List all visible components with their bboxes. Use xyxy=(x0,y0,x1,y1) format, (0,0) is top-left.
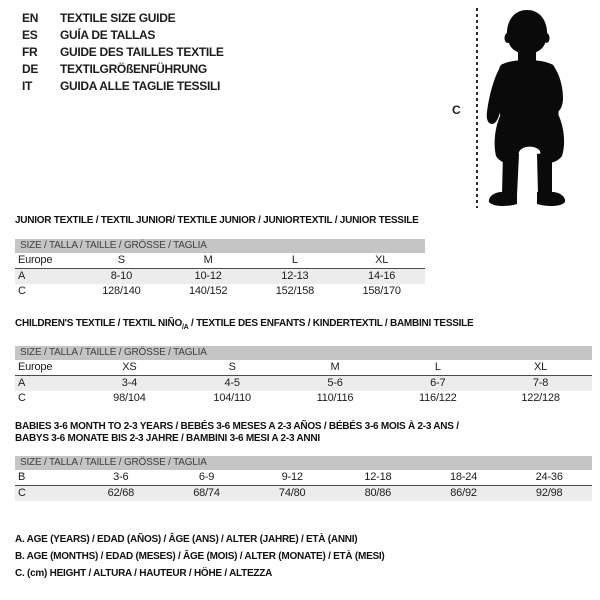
language-label: TEXTILGRÖßENFÜHRUNG xyxy=(60,62,207,76)
height-cell: 62/68 xyxy=(107,487,135,499)
title-text: CHILDREN'S TEXTILE / TEXTIL NIÑO xyxy=(15,318,182,329)
size-cell: M xyxy=(330,361,340,373)
age-cell: 7-8 xyxy=(532,377,549,389)
title-subscript: /A xyxy=(181,324,189,331)
legend-notes xyxy=(15,531,385,582)
row-label: C xyxy=(18,285,26,297)
height-cell: 98/104 xyxy=(113,392,146,404)
height-measure-line xyxy=(476,8,478,208)
age-cell: 8-10 xyxy=(110,270,132,282)
language-code: ES xyxy=(22,28,38,42)
age-cell: 4-5 xyxy=(224,377,240,389)
junior-table-title: JUNIOR TEXTILE / TEXTIL JUNIOR/ TEXTILE JUNIOR / JUNIORTEXTIL / JUNIOR TESSILE xyxy=(15,215,419,226)
size-cell: XL xyxy=(534,361,548,373)
babies-table-section xyxy=(15,421,592,501)
language-row-fr xyxy=(22,44,224,61)
age-cell: 6-9 xyxy=(198,471,215,483)
height-cell: 86/92 xyxy=(450,487,477,499)
row-label: A xyxy=(18,377,26,389)
size-cell: S xyxy=(228,361,236,373)
language-code: DE xyxy=(22,62,39,76)
children-table-title xyxy=(15,318,592,334)
size-header-bar: SIZE / TALLA / TAILLE / GRÖSSE / TAGLIA xyxy=(15,239,425,253)
height-cell: 74/80 xyxy=(278,487,306,499)
height-cell: 128/140 xyxy=(102,285,141,297)
table-row-height xyxy=(15,284,425,299)
age-cell: 3-6 xyxy=(113,471,129,483)
language-label: GUÍA DE TALLAS xyxy=(60,28,156,42)
height-cell: 104/110 xyxy=(213,392,251,404)
language-label: TEXTILE SIZE GUIDE xyxy=(60,11,176,25)
language-code: EN xyxy=(22,11,39,25)
size-cell: L xyxy=(291,254,298,266)
children-table-section xyxy=(15,318,592,406)
age-cell: 14-16 xyxy=(368,270,396,282)
size-cell: XS xyxy=(122,361,137,373)
size-cell: XL xyxy=(375,254,389,266)
age-cell: 24-36 xyxy=(535,471,563,483)
age-cell: 18-24 xyxy=(449,471,478,483)
height-cell: 152/158 xyxy=(275,285,315,297)
size-cell: M xyxy=(203,254,213,266)
row-label: Europe xyxy=(18,361,53,373)
baby-silhouette-icon xyxy=(486,4,568,210)
table-row-age-months xyxy=(15,470,592,486)
row-label: Europe xyxy=(18,254,53,266)
height-cell: 122/128 xyxy=(521,392,560,404)
title-text: / TEXTILE DES ENFANTS / KINDERTEXTIL / BAMBINI TESSILE xyxy=(188,318,474,329)
language-row-it xyxy=(22,78,224,95)
language-code: IT xyxy=(22,79,33,93)
age-cell: 3-4 xyxy=(121,377,138,389)
age-cell: 9-12 xyxy=(281,471,303,483)
age-cell: 5-6 xyxy=(327,377,343,389)
height-cell: 110/116 xyxy=(316,392,354,404)
age-cell: 10-12 xyxy=(194,270,222,282)
age-cell: 12-18 xyxy=(364,471,392,483)
table-row-height xyxy=(15,486,592,501)
height-cell: 116/122 xyxy=(419,392,457,404)
age-cell: 12-13 xyxy=(281,270,309,282)
title-line-1: BABIES 3-6 MONTH TO 2-3 YEARS / BEBÉS 3-6 MESES A 2-3 AÑOS / BÉBÉS 3-6 MOIS À 2-3 ANS / xyxy=(15,421,459,432)
note-height-cm: C. (cm) HEIGHT / ALTURA / HAUTEUR / HÖHE / ALTEZZA xyxy=(15,568,273,579)
table-row-europe xyxy=(15,253,425,269)
height-cell: 158/170 xyxy=(362,285,401,297)
language-label: GUIDA ALLE TAGLIE TESSILI xyxy=(60,79,221,93)
table-row-age xyxy=(15,269,425,284)
language-code: FR xyxy=(22,45,38,59)
babies-table-title xyxy=(15,421,592,445)
language-row-en xyxy=(22,10,224,27)
title-line-2: BABYS 3-6 MONATE BIS 2-3 JAHRE / BAMBINI 3-6 MESI A 2-3 ANNI xyxy=(15,433,320,444)
note-age-months: B. AGE (MONTHS) / EDAD (MESES) / ÂGE (MOIS) / ALTER (MONATE) / ETÀ (MESI) xyxy=(15,551,385,562)
height-cell: 92/98 xyxy=(535,487,563,499)
age-cell: 6-7 xyxy=(430,377,446,389)
size-header-bar: SIZE / TALLA / TAILLE / GRÖSSE / TAGLIA xyxy=(15,346,592,360)
language-row-de xyxy=(22,61,224,78)
row-label: A xyxy=(18,270,26,282)
language-row-es xyxy=(22,27,224,44)
table-row-europe xyxy=(15,360,592,376)
height-cell: 68/74 xyxy=(193,487,220,499)
height-cell: 140/152 xyxy=(188,285,228,297)
row-label: C xyxy=(18,487,26,499)
junior-table-section xyxy=(15,215,425,299)
row-label: C xyxy=(18,392,26,404)
size-cell: S xyxy=(117,254,125,266)
note-age-years: A. AGE (YEARS) / EDAD (AÑOS) / ÂGE (ANS) / ALTER (JAHRE) / ETÀ (ANNI) xyxy=(15,534,358,545)
language-list xyxy=(22,10,224,95)
height-cell: 80/86 xyxy=(364,487,392,499)
size-header-bar: SIZE / TALLA / TAILLE / GRÖSSE / TAGLIA xyxy=(15,456,592,470)
row-label: B xyxy=(18,471,26,483)
size-cell: L xyxy=(434,361,441,373)
table-row-height xyxy=(15,391,592,406)
height-measure-label: C xyxy=(452,103,461,117)
table-row-age xyxy=(15,376,592,391)
language-label: GUIDE DES TAILLES TEXTILE xyxy=(60,45,224,59)
